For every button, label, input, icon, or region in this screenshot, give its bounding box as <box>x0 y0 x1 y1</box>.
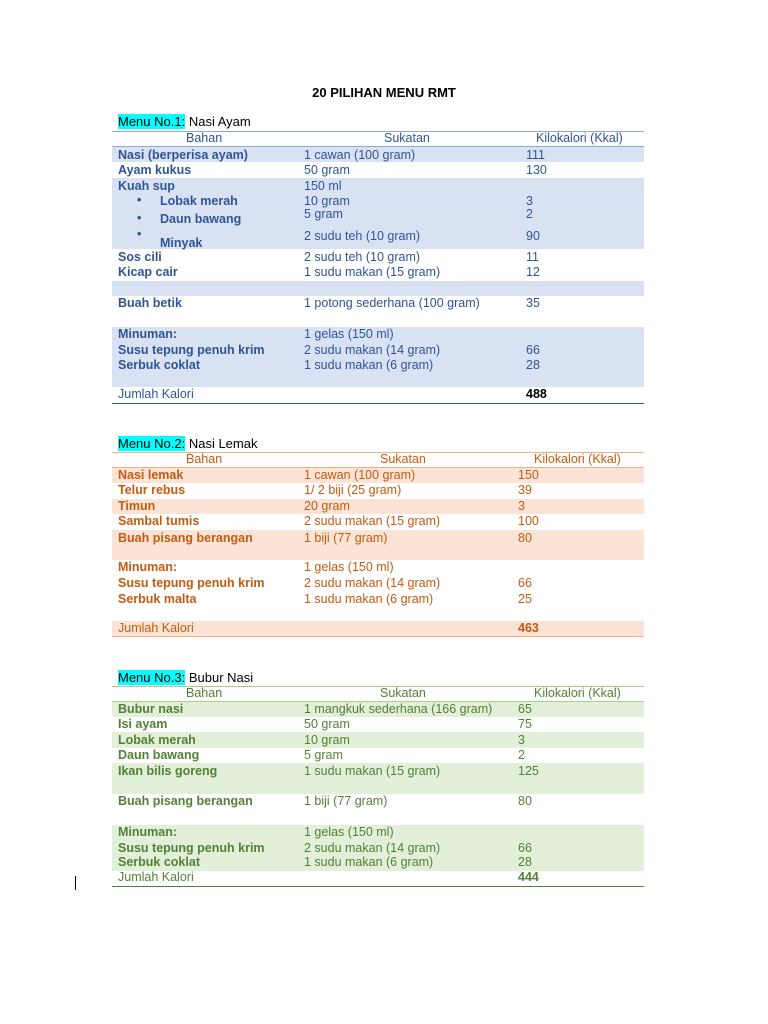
row-kcal: 66 <box>526 343 540 357</box>
row-item: Susu tepung penuh krim <box>118 841 265 855</box>
row-qty: 2 sudu teh (10 gram) <box>304 250 421 264</box>
row-item: Telur rebus <box>118 483 186 497</box>
row-qty: 1 gelas (150 ml) <box>304 327 394 341</box>
row-item: Daun bawang <box>118 748 200 762</box>
row-qty: 1 cawan (100 gram) <box>304 468 416 482</box>
header-sukatan: Sukatan <box>380 452 426 466</box>
row-kcal: 2 <box>518 748 525 762</box>
row-item: Sos cili <box>118 250 162 264</box>
row-kcal: 3 <box>526 194 533 208</box>
row-qty: 1 sudu makan (6 gram) <box>304 855 434 869</box>
row-item: Isi ayam <box>118 717 168 731</box>
row-kcal: 75 <box>518 717 532 731</box>
row-item: Buah pisang berangan <box>118 794 253 808</box>
row-item: Lobak merah <box>118 733 196 747</box>
row-qty: 1 sudu makan (15 gram) <box>304 764 441 778</box>
total-label: Jumlah Kalori <box>118 621 194 635</box>
row-item: Ikan bilis goreng <box>118 764 218 778</box>
row-kcal: 65 <box>518 702 532 716</box>
row-kcal: 39 <box>518 483 532 497</box>
row-qty: 1 sudu makan (6 gram) <box>304 358 434 372</box>
row-item: Ayam kukus <box>118 163 192 177</box>
row-item: Nasi (berperisa ayam) <box>118 148 248 162</box>
menu-3-heading <box>118 670 253 685</box>
row-item: Susu tepung penuh krim <box>118 576 265 590</box>
header-kilokalori: Kilokalori (Kkal) <box>534 686 621 700</box>
row-qty: 150 ml <box>304 179 342 193</box>
row-kcal: 66 <box>518 841 532 855</box>
row-kcal: 12 <box>526 265 540 279</box>
total-label: Jumlah Kalori <box>118 387 194 401</box>
row-kcal: 35 <box>526 296 540 310</box>
bullet-icon: • <box>137 193 142 207</box>
row-kcal: 66 <box>518 576 532 590</box>
total-label: Jumlah Kalori <box>118 870 194 884</box>
row-item: Nasi lemak <box>118 468 184 482</box>
menu-3-label: Menu No.3: <box>118 670 186 685</box>
row-qty: 2 sudu makan (14 gram) <box>304 576 441 590</box>
row-qty: 1 gelas (150 ml) <box>304 560 394 574</box>
row-item: Minuman: <box>118 825 178 839</box>
row-qty: 1 gelas (150 ml) <box>304 825 394 839</box>
row-qty: 1 mangkuk sederhana (166 gram) <box>304 702 493 716</box>
header-bahan: Bahan <box>186 452 223 466</box>
row-qty: 50 gram <box>304 717 350 731</box>
total-value: 488 <box>526 387 547 401</box>
bullet-icon: • <box>137 211 142 225</box>
row-item: Kuah sup <box>118 179 175 193</box>
row-qty: 1 sudu makan (15 gram) <box>304 265 441 279</box>
row-item: Minuman: <box>118 327 178 341</box>
row-kcal: 80 <box>518 794 532 808</box>
row-kcal: 100 <box>518 514 539 528</box>
header-kilokalori: Kilokalori (Kkal) <box>536 131 623 145</box>
row-qty: 10 gram <box>304 733 350 747</box>
row-item: Lobak merah <box>160 194 238 208</box>
row-kcal: 11 <box>526 250 539 264</box>
table-header <box>112 686 644 702</box>
menu-1-name: Nasi Ayam <box>188 114 251 129</box>
row-qty: 1 cawan (100 gram) <box>304 148 416 162</box>
row-item: Serbuk coklat <box>118 358 200 372</box>
menu-2-name: Nasi Lemak <box>188 436 258 451</box>
total-value: 444 <box>518 870 539 884</box>
row-qty: 1 sudu makan (6 gram) <box>304 592 434 606</box>
menu-1-heading <box>118 114 251 129</box>
row-qty: 2 sudu teh (10 gram) <box>304 229 421 243</box>
row-kcal: 3 <box>518 733 525 747</box>
document-title: 20 PILIHAN MENU RMT <box>312 85 456 100</box>
row-qty: 1 biji (77 gram) <box>304 794 388 808</box>
row-item: Kicap cair <box>118 265 178 279</box>
row-qty: 10 gram <box>304 194 350 208</box>
row-kcal: 125 <box>518 764 539 778</box>
row-item: Serbuk malta <box>118 592 197 606</box>
row-qty: 20 gram <box>304 499 350 513</box>
row-kcal: 150 <box>518 468 539 482</box>
header-sukatan: Sukatan <box>380 686 426 700</box>
row-item: Susu tepung penuh krim <box>118 343 265 357</box>
row-qty: 5 gram <box>304 207 343 221</box>
row-item: Buah pisang berangan <box>118 531 253 545</box>
row-item: Sambal tumis <box>118 514 200 528</box>
row-kcal: 90 <box>526 229 540 243</box>
row-qty: 1/ 2 biji (25 gram) <box>304 483 402 497</box>
menu-3-name: Bubur Nasi <box>188 670 254 685</box>
header-kilokalori: Kilokalori (Kkal) <box>534 452 621 466</box>
row-kcal: 80 <box>518 531 532 545</box>
row-kcal: 28 <box>518 855 532 869</box>
total-value: 463 <box>518 621 539 635</box>
menu-1-label: Menu No.1: <box>118 114 186 129</box>
row-qty: 2 sudu makan (14 gram) <box>304 343 441 357</box>
row-kcal: 130 <box>526 163 547 177</box>
row-kcal: 28 <box>526 358 540 372</box>
row-kcal: 25 <box>518 592 532 606</box>
row-qty: 50 gram <box>304 163 350 177</box>
row-kcal: 2 <box>526 207 533 221</box>
header-bahan: Bahan <box>186 131 223 145</box>
text-cursor <box>75 876 76 890</box>
bullet-icon: • <box>137 227 142 241</box>
row-qty: 1 potong sederhana (100 gram) <box>304 296 480 310</box>
row-item: Serbuk coklat <box>118 855 200 869</box>
row-item: Minuman: <box>118 560 178 574</box>
row-item: Daun bawang <box>160 212 242 226</box>
menu-2-label: Menu No.2: <box>118 436 186 451</box>
row-qty: 1 biji (77 gram) <box>304 531 388 545</box>
header-bahan: Bahan <box>186 686 223 700</box>
row-kcal: 3 <box>518 499 525 513</box>
row-item: Bubur nasi <box>118 702 184 716</box>
row-item: Timun <box>118 499 156 513</box>
menu-2-heading <box>118 436 257 451</box>
row-qty: 2 sudu makan (15 gram) <box>304 514 441 528</box>
row-kcal: 111 <box>526 148 546 162</box>
row-qty: 5 gram <box>304 748 343 762</box>
row-item: Buah betik <box>118 296 182 310</box>
row-qty: 2 sudu makan (14 gram) <box>304 841 441 855</box>
row-item: Minyak <box>160 236 203 250</box>
header-sukatan: Sukatan <box>384 131 430 145</box>
table-header <box>112 452 644 468</box>
table-header <box>112 131 644 147</box>
